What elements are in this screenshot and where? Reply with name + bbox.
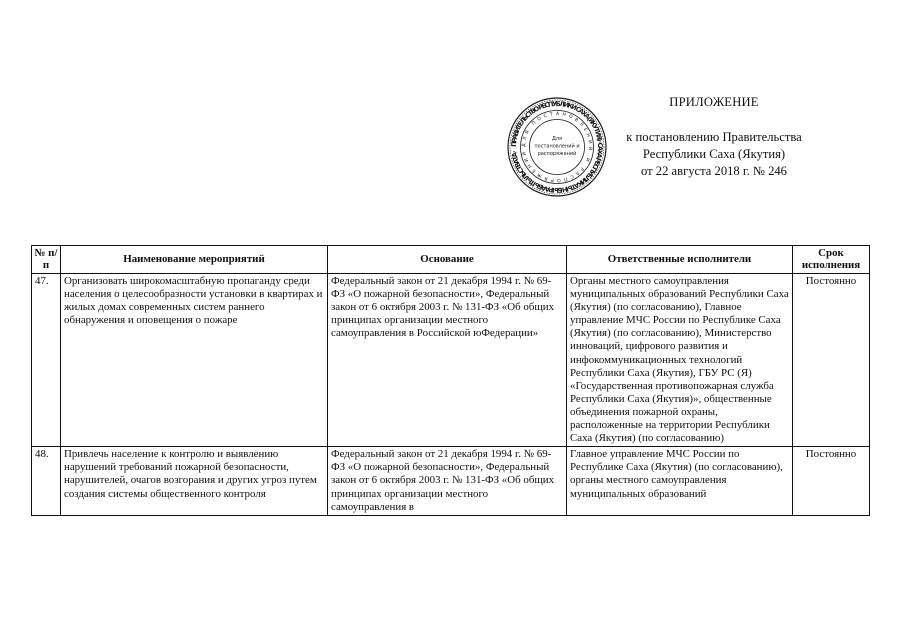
header-name: Наименование мероприятий: [61, 246, 328, 274]
row-number: 48.: [32, 447, 61, 515]
header-num: № п/п: [32, 246, 61, 274]
appendix-heading-block: [604, 94, 824, 180]
seal-center-text: постановлений и: [534, 143, 580, 150]
header-responsible: Ответственные исполнители: [567, 246, 793, 274]
header-basis: Основание: [328, 246, 567, 274]
appendix-resolution-line: к постановлению Правительства: [626, 130, 802, 144]
measure-responsible: Органы местного самоуправления муниципальных образований Республики Саха (Якутия) (по согласованию), Главное управление МЧС России по Республике Саха (Якутия) (по согласованию), Министерство инноваций, цифрового развития и инфокоммуникационных технологий Республики Саха (Якутия), ГБУ РС (Я) «Государственная противопожарная служба Республики Саха (Якутия)», общественные объединения пожарной охраны, расположенные на территории Республики Саха (Якутия) (по согласованию): [567, 274, 793, 447]
official-seal-stamp: [506, 96, 608, 198]
measure-deadline: Постоянно: [793, 447, 870, 515]
table-row: [32, 447, 870, 515]
seal-inner-text: ДЛЯ ПОСТАНОВЛЕНИЙ И РАСПОРЯЖЕНИЙ: [521, 111, 593, 183]
measure-basis: Федеральный закон от 21 декабря 1994 г. № 69-ФЗ «О пожарной безопасности», Федеральный закон от 6 октября 2003 г. № 131-ФЗ «Об общих принципах организации местного самоуправления в: [328, 447, 567, 515]
seal-center-text: Для: [551, 136, 563, 142]
measures-table: [31, 245, 870, 516]
table-row: [32, 274, 870, 447]
measure-name: Привлечь население к контролю и выявлению нарушений требований пожарной безопасности, нарушителей, очагов возгорания и других угроз путем создания системы общественного контроля: [61, 447, 328, 515]
appendix-date-line: от 22 августа 2018 г. № 246: [641, 164, 787, 178]
row-number: 47.: [32, 274, 61, 447]
measure-basis: Федеральный закон от 21 декабря 1994 г. № 69-ФЗ «О пожарной безопасности», Федеральный закон от 6 октября 2003 г. № 131-ФЗ «Об общих принципах организации местного самоуправления в Российской юФедерации»: [328, 274, 567, 447]
measure-name: Организовать широкомасштабную пропаганду среди населения о целесообразности установки в квартирах и жилых домах современных систем раннего обнаружения и оповещения о пожаре: [61, 274, 328, 447]
appendix-title: ПРИЛОЖЕНИЕ: [669, 95, 759, 109]
header-deadline: Срок исполнения: [793, 246, 870, 274]
measure-responsible: Главное управление МЧС России по Республике Саха (Якутия) (по согласованию), органы местного самоуправления муниципальных образований: [567, 447, 793, 515]
measure-deadline: Постоянно: [793, 274, 870, 447]
seal-center-text: распоряжений: [537, 151, 577, 157]
seal-outer-text: ПРАВИТЕЛЬСТВО РЕСПУБЛИКИ САХА (ЯКУТИЯ) · САХА РЕСПУБЛИКАТЫН БЫРААБЫТЫЛЬСТВАТА ·: [509, 99, 605, 195]
table-header-row: [32, 246, 870, 274]
appendix-republic-line: Республики Саха (Якутия): [642, 147, 786, 161]
